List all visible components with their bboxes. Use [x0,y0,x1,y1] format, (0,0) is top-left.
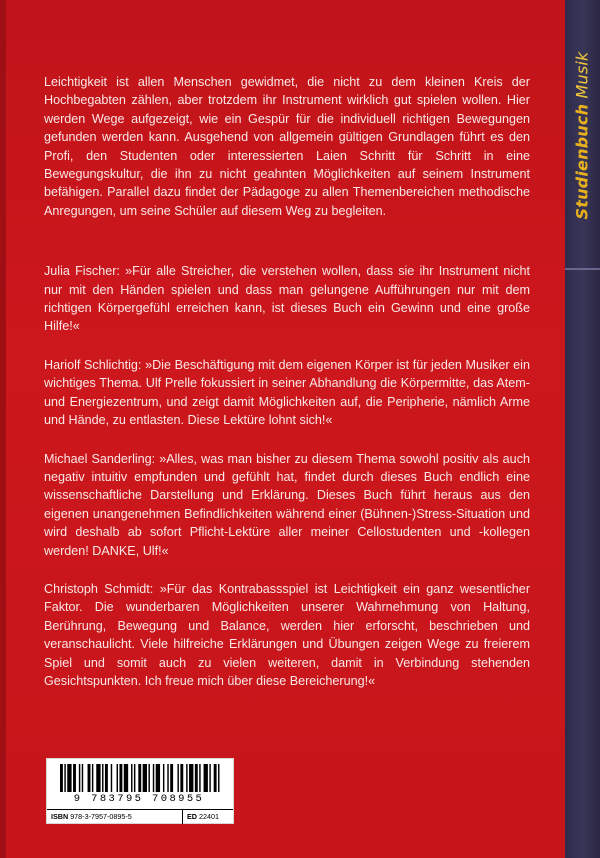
cover-edge-shadow [0,0,6,858]
barcode-bar [189,764,193,792]
testimonial [44,450,530,560]
testimonial-author: Hariolf Schlichtig: [44,357,142,372]
barcode-bar [111,764,112,792]
barcode-bar [82,764,83,792]
spine-title-light: Musik [572,51,592,99]
intro-paragraph: Leichtigkeit ist allen Menschen gewidmet, die nicht zu dem kleinen Kreis der Hochbegabten zählen, aber trotzdem ihr Instrument wirklich gut spielen wollen. Hier werden Wege aufgezeigt, wie ein Gespür für die individuell richtigen Bewegungen gefunden werden kann. Ausgehend von allgemein gültigen Grundlagen führt es den Profi, den Studenten oder interessierten Laien Schritt für Schritt in eine Bewegungskultur, die ihn zu nicht geahnten Möglichkeiten auf seinem Instrument befähigen. Parallel dazu findet der Pädagoge zu allen Themenbereichen methodische Anregungen, um seine Schüler auf diesem Weg zu begleiten. [44,75,530,218]
isbn-row [47,809,233,824]
barcode-bar [143,764,147,792]
barcode-label [46,758,234,824]
barcode-bar [170,764,173,792]
barcode-bar [131,764,132,792]
barcode-bar [138,764,141,792]
testimonial-quote: »Die Beschäftigung mit dem eigenen Körper ist für jeden Musiker ein wichtiges Thema. Ulf Prelle fokussiert in seiner Abhandlung die Körpermitte, das Atem- und Energiezentrum, und zeigt damit Möglichkeiten auf, die Peripherie, nämlich Arme und Hände, zu entlasten. Diese Lektüre lohnt sich!« [44,357,530,428]
barcode-bar [163,764,164,792]
barcode-bar [105,764,108,792]
testimonial-quote: »Für das Kontrabassspiel ist Leichtigkeit ein ganz wesentlicher Faktor. Die wunderbaren Möglichkeiten unserer Wahrnehmung von Haltung, Berührung, Bewegung und Balance, werden hier erforscht, beschrieben und veranschaulicht. Viele hilfreiche Erklärungen und Übungen zeigen Wege zu freierem Spiel und somit auch zu vielen weiteren, damit in Verbindung stehenden Gesichtspunkten. Ich freue mich über diese Bereicherung!« [44,581,531,688]
barcode-bar [148,764,149,792]
barcode-bar [218,764,219,792]
barcode-bar [73,764,76,792]
spine-divider [565,268,600,270]
barcode-bar [119,764,122,792]
barcode-bar [88,764,91,792]
barcode-bar [67,764,71,792]
spine-title-bold: Studienbuch [572,103,592,219]
testimonial [44,580,530,690]
testimonial-author: Christoph Schmidt: [44,581,154,596]
barcode-bar [186,764,187,792]
barcode-bar [117,764,118,792]
barcode-bar [156,764,160,792]
barcode-bar [124,764,128,792]
barcode-number: 9 783795 708955 [73,793,205,805]
barcode-bar [92,764,93,792]
testimonial-quote: »Für alle Streicher, die verstehen wollen, dass sie ihr Instrument nicht nur mit den Händen spielen und dass man gelungene Aufführungen nur mit dem richtigen Körpergefühl erreichen kann, ist dieses Buch ein Gewinn und eine große Hilfe!« [44,264,531,334]
isbn-cell [47,810,183,824]
barcode-bar [64,764,65,792]
barcode-bar [167,764,168,792]
barcode-bar [195,764,198,792]
barcode-bar [96,764,100,792]
barcode-bar [180,764,183,792]
testimonial [44,262,530,336]
edition-label: ED [187,812,197,821]
barcode-bar [153,764,154,792]
isbn-label: ISBN [51,812,69,821]
testimonial-author: Julia Fischer: [44,264,120,279]
barcode-bar [209,764,210,792]
testimonial-quote: »Alles, was man bisher zu diesem Thema sowohl positiv als auch negativ intuitiv empfunden und gefühlt hat, findet durch dieses Buch endlich eine wissenschaftliche Darstellung und Erklärung. Dieses Buch führt heraus aus den eigenen unangenehmen Befindlichkeiten während einer (Bühnen-)Stress-Situation und wird deshalb ab sofort Pflicht-Lektüre aller meiner Cellostudenten und -kollegen werden! DANKE, Ulf!« [44,451,530,558]
barcode-bars [50,762,228,794]
barcode-bar [204,764,208,792]
spine-title-text [573,51,592,219]
testimonial [44,356,530,430]
barcode-bar [102,764,103,792]
barcode-bar [177,764,178,792]
barcode-bar [60,764,63,792]
edition-cell [183,810,233,824]
barcode-bar [79,764,80,792]
testimonial-author: Michael Sanderling: [44,451,156,466]
edition-value: 22401 [199,812,219,821]
isbn-value: 978-3-7957-0895-5 [70,812,132,821]
barcode-bar [214,764,217,792]
blurb-text [44,73,530,710]
barcode-bar [199,764,200,792]
barcode-bar [134,764,135,792]
spine-title [567,20,597,250]
